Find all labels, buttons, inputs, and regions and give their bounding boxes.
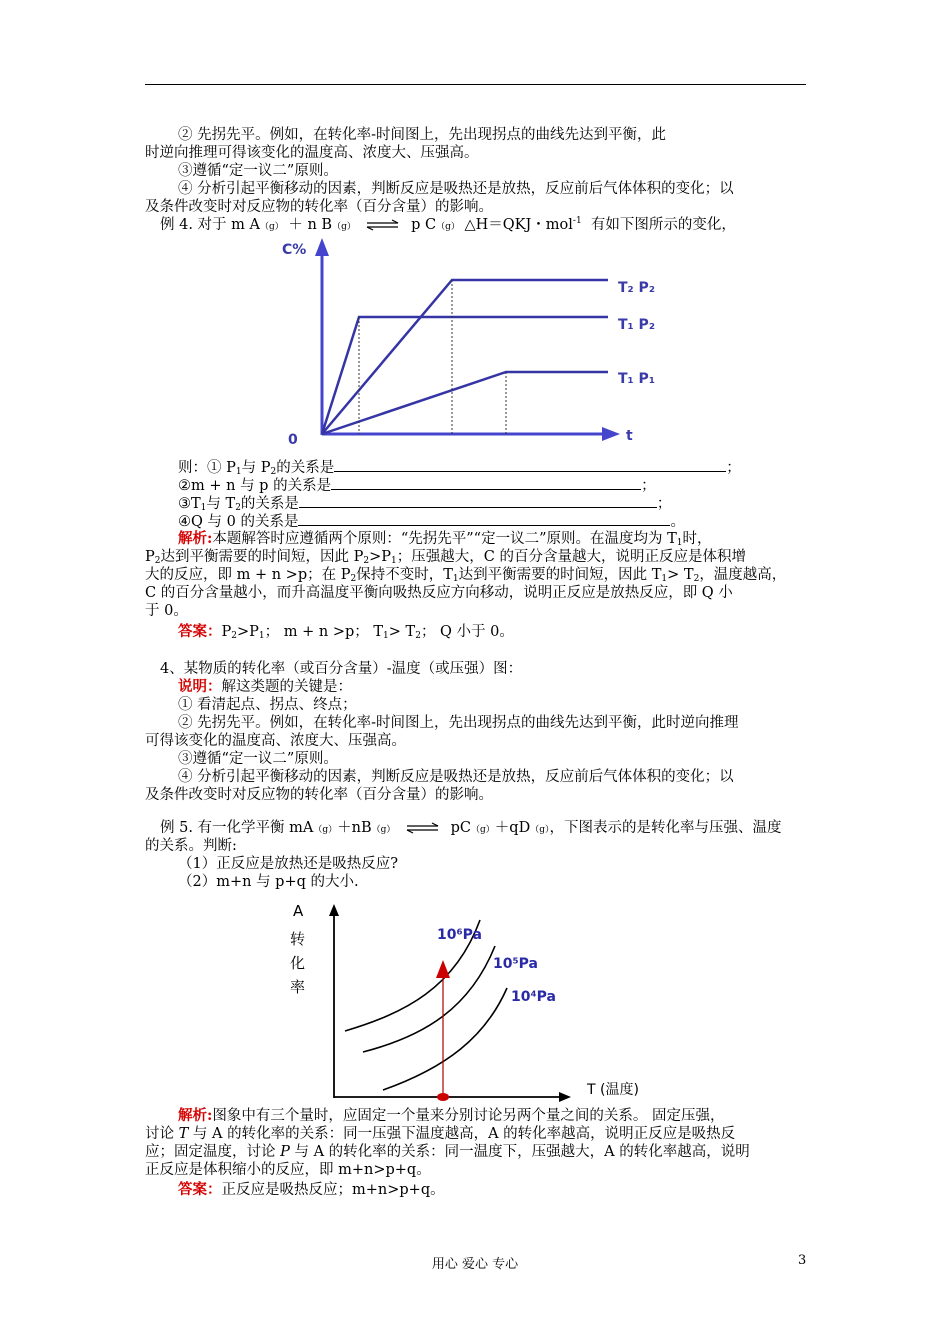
- analysis5-line2: 讨论 T 与 A 的转化率的关系：同一压强下温度越高，A 的转化率越高，说明正反应是吸热反: [145, 1126, 736, 1142]
- chart1-curve-T2P2: [322, 280, 608, 434]
- section4-p1: ① 看清起点、拐点、终点；: [178, 697, 357, 713]
- chart2-label-1e6: 10⁶Pa: [437, 927, 482, 943]
- chart2-marker-dot: [437, 1093, 449, 1101]
- chart1-origin: 0: [288, 432, 298, 448]
- chart2-ylabel-3: 率: [290, 978, 306, 996]
- answer-blank-4[interactable]: [298, 512, 670, 526]
- chart2-label-1e5: 10⁵Pa: [493, 956, 538, 972]
- chart-concentration-time: [270, 230, 670, 450]
- example5-q2: （2）m+n 与 p+q 的大小.: [178, 874, 359, 890]
- chart2-x-arrow-icon: [559, 1092, 571, 1102]
- section4-p4b: 及条件改变时对反应物的转化率（百分含量）的影响。: [145, 787, 493, 803]
- chart2-label-1e4: 10⁴Pa: [511, 989, 556, 1005]
- chart2-xlabel: T (温度): [587, 1082, 639, 1098]
- chart1-x-arrow-icon: [602, 427, 620, 441]
- chart1-label-T1P1: T₁ P₁: [618, 371, 655, 387]
- example5-q1: （1）正反应是放热还是吸热反应?: [178, 856, 398, 872]
- chart1-ylabel: C%: [282, 242, 307, 258]
- chart2-ylabel-1: 转: [290, 930, 306, 948]
- chart1-curve-T1P2: [322, 317, 608, 434]
- chart2-ylabel-2: 化: [290, 954, 306, 972]
- chart1-xlabel: t: [626, 428, 633, 444]
- example4-equation: 例 4. 对于 m A（g） ＋ n B（g） p C（g） △H＝QKJ・mol$^{-1}$ 有如下图所示的变化，: [160, 216, 736, 233]
- equilibrium-arrow-icon: [406, 822, 440, 834]
- page-footer: 用心 爱心 专心: [431, 1257, 519, 1272]
- chart2-ylabel-0: A: [293, 902, 304, 920]
- page-number: 3: [798, 1253, 807, 1268]
- para-rule-4b: 及条件改变时对反应物的转化率（百分含量）的影响。: [145, 199, 493, 215]
- question-2: ②m + n 与 p 的关系是 ；: [178, 478, 656, 494]
- section4-title: 4、某物质的转化率（或百分含量）-温度（或压强）图：: [160, 661, 523, 677]
- section4-p2b: 可得该变化的温度高、浓度大、压强高。: [145, 733, 406, 749]
- section4-p3: ③遵循“定一议二”原则。: [178, 751, 338, 767]
- analysis4-line2: $P_2$达到平衡需要的时间短，因此 $P_2>P_1$；压强越大，C 的百分含量越大，说明正反应是体积增: [145, 549, 746, 566]
- analysis4-line5: 于 0。: [145, 603, 188, 619]
- answer-blank-2[interactable]: [331, 476, 641, 490]
- analysis5-line4: 正反应是体积缩小的反应，即 m+n>p+q。: [145, 1162, 431, 1178]
- section4-note: 说明：解这类题的关键是：: [178, 678, 352, 695]
- analysis4-line4: C 的百分含量越小，而升高温度平衡向吸热反应方向移动，说明正反应是放热反应，即 Q 小: [145, 585, 733, 601]
- para-rule-2b: 时逆向推理可得该变化的温度高、浓度大、压强高。: [145, 145, 479, 161]
- question-3: $③T_1$与 $T_2$的关系是 ；: [178, 496, 672, 513]
- para-rule-4a: ④ 分析引起平衡移动的因素，判断反应是吸热还是放热，反应前后气体体积的变化；以: [178, 181, 734, 197]
- analysis5-line1: 解析:图象中有三个量时，应固定一个量来分别讨论另两个量之间的关系。 固定压强，: [178, 1107, 725, 1124]
- answer-blank-1[interactable]: [334, 458, 726, 472]
- section4-p4a: ④ 分析引起平衡移动的因素，判断反应是吸热还是放热，反应前后气体体积的变化；以: [178, 769, 734, 785]
- chart2-y-arrow-icon: [329, 904, 339, 916]
- analysis4-line1: 解析:本题解答时应遵循两个原则：“先拐先平”“定一议二”原则。在温度均为 $T_1$时，: [178, 530, 712, 548]
- question-1: 则：① $P_1$与 $P_2$的关系是 ；: [178, 460, 741, 477]
- answer-blank-3[interactable]: [299, 494, 657, 508]
- chart-conversion-temperature: [285, 898, 665, 1103]
- example5-line2: 的关系。判断:: [145, 838, 237, 854]
- para-rule-2a: ② 先拐先平。例如，在转化率-时间图上，先出现拐点的曲线先达到平衡，此: [178, 127, 667, 143]
- chart1-label-T2P2: T₂ P₂: [618, 280, 655, 296]
- example5-line1: 例 5. 有一化学平衡 mA（g）＋nB（g） pC（g）＋qD（g），下图表示的是转化率与压强、温度: [160, 820, 782, 836]
- chart1-y-arrow-icon: [315, 238, 329, 256]
- answer4: 答案：$P_2>P_1$； m + n >p； $T_1> T_2$； Q 小于 0。: [178, 623, 514, 641]
- para-rule-3: ③遵循“定一议二”原则。: [178, 163, 338, 179]
- section4-p2a: ② 先拐先平。例如，在转化率-时间图上，先出现拐点的曲线先达到平衡，此时逆向推理: [178, 715, 739, 731]
- answer5: 答案：正反应是吸热反应；m+n>p+q。: [178, 1181, 445, 1198]
- chart1-label-T1P2: T₁ P₂: [618, 317, 655, 333]
- header-rule: [145, 84, 806, 85]
- chart2-marker-arrow-icon: [436, 960, 450, 978]
- analysis4-line3: 大的反应，即 m + n >p；在 $P_2$保持不变时，$T_1$达到平衡需要的时间短，因此 $T_1> T_2$，温度越高，: [145, 567, 787, 584]
- question-4: ④Q 与 0 的关系是 。: [178, 514, 685, 530]
- analysis5-line3: 应；固定温度，讨论 P 与 A 的转化率的关系：同一温度下，压强越大，A 的转化率越高，说明: [145, 1144, 750, 1160]
